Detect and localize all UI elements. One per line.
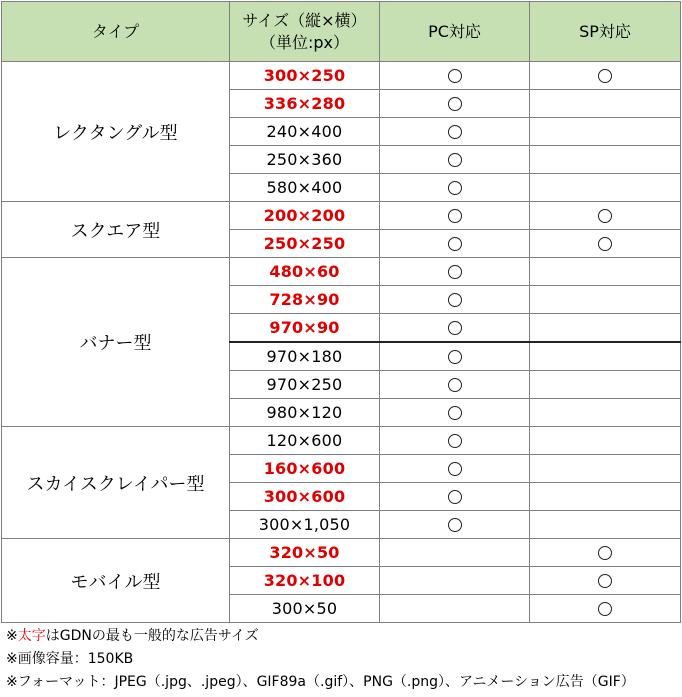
- sp-support-cell: [530, 258, 681, 286]
- pc-support-cell: [380, 314, 530, 343]
- pc-support-cell: [380, 567, 530, 595]
- sp-support-cell: [530, 539, 681, 567]
- type-cell: モバイル型: [2, 539, 230, 623]
- sp-support-cell: [530, 511, 681, 539]
- note-bold-rest: はGDNの最も一般的な広告サイズ: [45, 628, 259, 644]
- header-row: [2, 2, 681, 62]
- circle-mark-icon: [448, 69, 462, 83]
- header-pc: PC対応: [380, 2, 530, 62]
- sp-support-cell: [530, 483, 681, 511]
- circle-mark-icon: [448, 97, 462, 111]
- table-row: [2, 539, 681, 567]
- sp-support-cell: [530, 202, 681, 230]
- size-cell: 728×90: [230, 286, 380, 314]
- note-file-size: ※画像容量：150KB: [6, 651, 134, 667]
- circle-mark-icon: [448, 490, 462, 504]
- table-row: [2, 202, 681, 230]
- note-prefix: ※: [6, 628, 18, 644]
- pc-support-cell: [380, 427, 530, 455]
- circle-mark-icon: [448, 321, 462, 335]
- circle-mark-icon: [598, 209, 612, 223]
- circle-mark-icon: [448, 518, 462, 532]
- size-cell: 970×250: [230, 371, 380, 399]
- pc-support-cell: [380, 174, 530, 202]
- note-bold-word: 太字: [17, 628, 46, 644]
- circle-mark-icon: [448, 293, 462, 307]
- size-cell: 200×200: [230, 202, 380, 230]
- sp-support-cell: [530, 314, 681, 343]
- circle-mark-icon: [598, 69, 612, 83]
- note-formats: ※フォーマット：JPEG（.jpg、.jpeg）、GIF89a（.gif）、PNG（.png）、アニメーション広告（GIF）: [6, 674, 635, 690]
- notes: [6, 625, 635, 694]
- circle-mark-icon: [598, 574, 612, 588]
- size-cell: 320×50: [230, 539, 380, 567]
- circle-mark-icon: [448, 181, 462, 195]
- sp-support-cell: [530, 342, 681, 371]
- sp-support-cell: [530, 90, 681, 118]
- pc-support-cell: [380, 146, 530, 174]
- sp-support-cell: [530, 230, 681, 258]
- pc-support-cell: [380, 258, 530, 286]
- table-body: [2, 62, 681, 623]
- type-cell: レクタングル型: [2, 62, 230, 202]
- pc-support-cell: [380, 399, 530, 427]
- size-cell: 160×600: [230, 455, 380, 483]
- circle-mark-icon: [448, 265, 462, 279]
- pc-support-cell: [380, 511, 530, 539]
- circle-mark-icon: [448, 153, 462, 167]
- sp-support-cell: [530, 371, 681, 399]
- circle-mark-icon: [448, 406, 462, 420]
- pc-support-cell: [380, 371, 530, 399]
- size-cell: 336×280: [230, 90, 380, 118]
- size-cell: 250×360: [230, 146, 380, 174]
- type-cell: スカイスクレイパー型: [2, 427, 230, 539]
- sp-support-cell: [530, 118, 681, 146]
- circle-mark-icon: [448, 378, 462, 392]
- sp-support-cell: [530, 595, 681, 623]
- circle-mark-icon: [448, 434, 462, 448]
- circle-mark-icon: [598, 602, 612, 616]
- pc-support-cell: [380, 230, 530, 258]
- sp-support-cell: [530, 427, 681, 455]
- sp-support-cell: [530, 174, 681, 202]
- pc-support-cell: [380, 539, 530, 567]
- sp-support-cell: [530, 286, 681, 314]
- type-cell: スクエア型: [2, 202, 230, 258]
- table-row: [2, 62, 681, 90]
- circle-mark-icon: [448, 237, 462, 251]
- size-cell: 300×1,050: [230, 511, 380, 539]
- sp-support-cell: [530, 146, 681, 174]
- sp-support-cell: [530, 62, 681, 90]
- table-row: [2, 427, 681, 455]
- pc-support-cell: [380, 90, 530, 118]
- circle-mark-icon: [598, 546, 612, 560]
- pc-support-cell: [380, 118, 530, 146]
- header-sp: SP対応: [530, 2, 681, 62]
- size-cell: 970×90: [230, 314, 380, 343]
- circle-mark-icon: [448, 209, 462, 223]
- size-cell: 120×600: [230, 427, 380, 455]
- size-cell: 980×120: [230, 399, 380, 427]
- size-cell: 240×400: [230, 118, 380, 146]
- size-cell: 580×400: [230, 174, 380, 202]
- pc-support-cell: [380, 342, 530, 371]
- pc-support-cell: [380, 202, 530, 230]
- sp-support-cell: [530, 567, 681, 595]
- size-cell: 320×100: [230, 567, 380, 595]
- type-cell: バナー型: [2, 258, 230, 427]
- size-cell: 970×180: [230, 342, 380, 371]
- pc-support-cell: [380, 455, 530, 483]
- header-size: [230, 2, 380, 62]
- size-cell: 250×250: [230, 230, 380, 258]
- header-type: タイプ: [2, 2, 230, 62]
- circle-mark-icon: [448, 350, 462, 364]
- header-size-line1: サイズ（縦×横）: [242, 10, 367, 30]
- sp-support-cell: [530, 399, 681, 427]
- size-cell: 300×250: [230, 62, 380, 90]
- note-bold-meaning: [6, 625, 635, 648]
- size-cell: 300×50: [230, 595, 380, 623]
- pc-support-cell: [380, 483, 530, 511]
- pc-support-cell: [380, 286, 530, 314]
- table-row: [2, 258, 681, 286]
- pc-support-cell: [380, 595, 530, 623]
- header-size-line2: （単位:px）: [259, 32, 350, 52]
- sp-support-cell: [530, 455, 681, 483]
- size-cell: 300×600: [230, 483, 380, 511]
- pc-support-cell: [380, 62, 530, 90]
- ad-size-table: [1, 1, 681, 623]
- circle-mark-icon: [448, 462, 462, 476]
- circle-mark-icon: [598, 237, 612, 251]
- circle-mark-icon: [448, 125, 462, 139]
- size-cell: 480×60: [230, 258, 380, 286]
